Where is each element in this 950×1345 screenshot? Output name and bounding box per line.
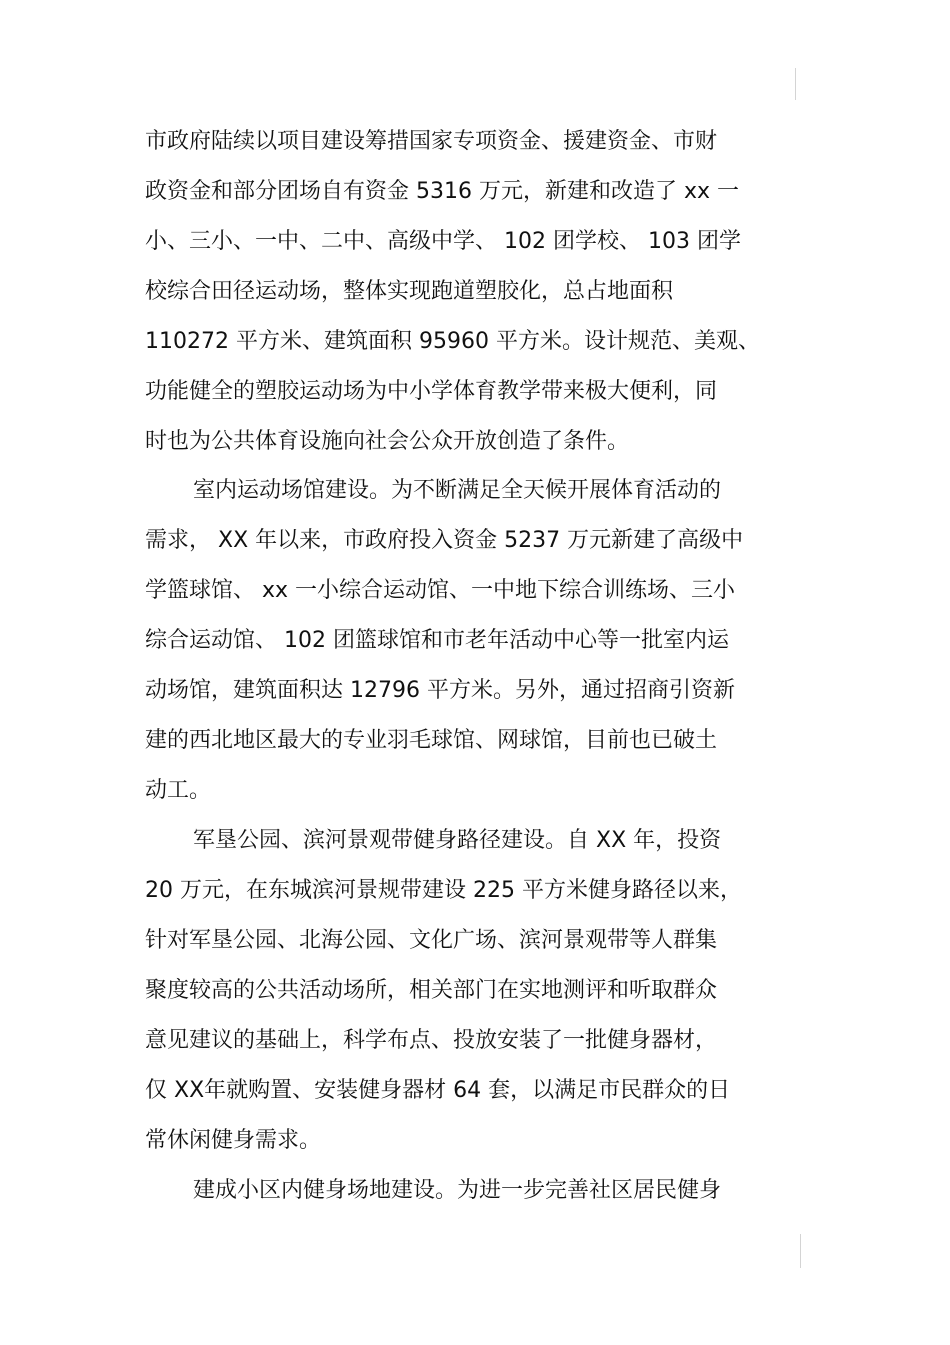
- bottom-margin-mark: [800, 1234, 801, 1268]
- text-line: 动场馆，建筑面积达 12796 平方米。另外，通过招商引资新: [145, 678, 735, 703]
- paragraph-first-line: 军垦公园、滨河景观带健身路径建设。自 XX 年，投资: [193, 828, 722, 853]
- text-line: 政资金和部分团场自有资金 5316 万元，新建和改造了 xx 一: [145, 179, 740, 204]
- text-line: 意见建议的基础上，科学布点、投放安装了一批健身器材，: [145, 1028, 718, 1053]
- text-line: 针对军垦公园、北海公园、文化广场、滨河景观带等人群集: [145, 928, 718, 953]
- text-line: 功能健全的塑胶运动场为中小学体育教学带来极大便利，同: [145, 379, 718, 404]
- text-line: 动工。: [145, 778, 212, 803]
- text-line: 市政府陆续以项目建设筹措国家专项资金、援建资金、市财: [145, 129, 718, 154]
- text-line: 20 万元，在东城滨河景规带建设 225 平方米健身路径以来，: [145, 878, 742, 903]
- text-line: 小、三小、一中、二中、高级中学、 102 团学校、 103 团学: [145, 229, 741, 254]
- paragraph-first-line: 建成小区内健身场地建设。为进一步完善社区居民健身: [193, 1178, 722, 1203]
- text-line: 综合运动馆、 102 团篮球馆和市老年活动中心等一批室内运: [145, 628, 729, 653]
- text-line: 常休闲健身需求。: [145, 1128, 322, 1153]
- top-margin-mark: [795, 68, 796, 100]
- text-line: 110272 平方米、建筑面积 95960 平方米。设计规范、美观、: [145, 329, 760, 354]
- text-line: 建的西北地区最大的专业羽毛球馆、网球馆，目前也已破土: [145, 728, 718, 753]
- text-line: 校综合田径运动场，整体实现跑道塑胶化，总占地面积: [145, 279, 674, 304]
- text-line: 聚度较高的公共活动场所，相关部门在实地测评和听取群众: [145, 978, 718, 1003]
- paragraph-first-line: 室内运动场馆建设。为不断满足全天候开展体育活动的: [193, 478, 722, 503]
- text-line: 需求， XX 年以来，市政府投入资金 5237 万元新建了高级中: [145, 528, 744, 553]
- text-line: 学篮球馆、 xx 一小综合运动馆、一中地下综合训练场、三小: [145, 578, 736, 603]
- text-line: 时也为公共体育设施向社会公众开放创造了条件。: [145, 429, 630, 454]
- text-line: 仅 XX年就购置、安装健身器材 64 套，以满足市民群众的日: [145, 1078, 731, 1103]
